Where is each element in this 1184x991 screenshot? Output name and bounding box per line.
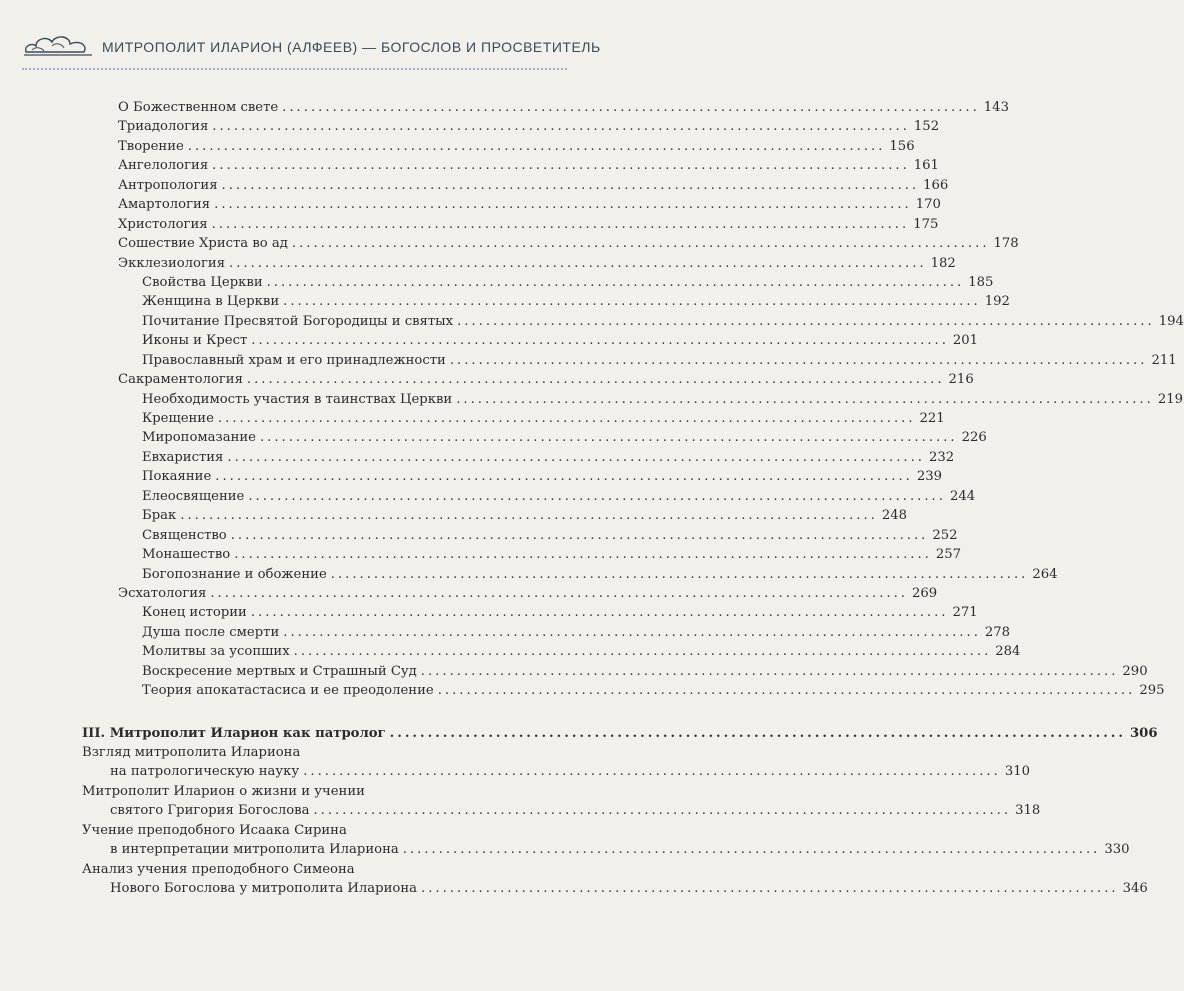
toc-entry-page: 211	[1151, 352, 1177, 368]
dot-leader: .................................................................................................	[227, 449, 925, 465]
toc-entry-title: Сакраментология	[118, 372, 243, 388]
toc-entry-page: 269	[911, 585, 938, 601]
toc-entry-title: Необходимость участия в таинствах Церкви	[142, 391, 453, 407]
toc-entry-title: Экклезиология	[118, 255, 226, 271]
toc-entry-page: 216	[948, 372, 974, 388]
header-divider	[22, 68, 567, 70]
toc-subentry[interactable]	[0, 409, 945, 428]
toc-entry-title: Крещение	[142, 411, 214, 426]
dot-leader: .................................................................................................	[211, 216, 910, 232]
toc-entry-page: 226	[961, 430, 987, 446]
toc-subentry[interactable]	[0, 390, 1183, 409]
toc-entry-page: 257	[935, 547, 962, 563]
toc-entry-page: 152	[913, 119, 940, 135]
toc-entry-title: Анализ учения преподобного Симеона	[82, 861, 355, 877]
toc-entry-title: Брак	[142, 508, 177, 524]
toc-entry-title: Свойства Церкви	[142, 274, 263, 290]
toc-entry[interactable]	[0, 156, 939, 175]
toc-entry-title: Душа после смерти	[142, 624, 280, 640]
dot-leader: .................................................................................................	[293, 644, 992, 660]
toc-entry-title-continued: на патрологическую науку	[110, 764, 300, 780]
toc-entry-title: Сошествие Христа во ад	[118, 236, 288, 252]
toc-entry-page: 318	[1015, 803, 1041, 819]
toc-entry-title: Покаяние	[142, 469, 212, 485]
toc-entry-page: 185	[968, 274, 994, 290]
toc-entry-title: Православный храм и его принадлежности	[142, 352, 446, 368]
toc-entry[interactable]	[0, 254, 956, 273]
toc-entry-line1[interactable]	[0, 821, 600, 840]
dot-leader: .................................................................................................	[421, 881, 1119, 897]
section-spacer	[0, 701, 600, 724]
dot-leader: .................................................................................................	[456, 391, 1154, 407]
toc-entry-page: 156	[889, 138, 915, 154]
toc-entry-title: Иконы и Крест	[142, 333, 248, 349]
dot-leader: .................................................................................................	[389, 725, 1126, 741]
running-title: МИТРОПОЛИТ ИЛАРИОН (АЛФЕЕВ) — БОГОСЛОВ И ПРОСВЕТИТЕЛЬ	[102, 39, 601, 55]
toc-entry-title: Учение преподобного Исаака Сирина	[82, 822, 347, 838]
toc-entry-page: 182	[930, 255, 956, 271]
dot-leader: .................................................................................................	[457, 313, 1155, 329]
toc-entry-title: Конец истории	[142, 605, 247, 621]
toc-entry-title: Антропология	[118, 177, 218, 193]
toc-subentry[interactable]	[0, 506, 908, 525]
toc-entry-page: 271	[952, 605, 978, 621]
toc-entry-title: Богопознание и обожение	[142, 566, 327, 582]
toc-entry[interactable]	[0, 176, 949, 195]
toc-subentry[interactable]	[0, 292, 1010, 311]
toc-entry-title: Христология	[118, 216, 208, 232]
toc-entry-page: 290	[1122, 663, 1148, 679]
toc-subentry[interactable]	[0, 448, 955, 467]
toc-subentry[interactable]	[0, 545, 962, 564]
table-of-contents	[0, 98, 1184, 899]
toc-entry-page: 284	[995, 644, 1021, 660]
toc-entry-page: 170	[915, 197, 941, 213]
toc-entry-page: 306	[1129, 725, 1158, 741]
toc-entry-page: 178	[993, 236, 1019, 252]
toc-subentry[interactable]	[0, 603, 978, 622]
toc-entry-title: Миропомазание	[142, 430, 256, 446]
dot-leader: .................................................................................................	[215, 469, 913, 485]
dot-leader: .................................................................................................	[402, 842, 1101, 858]
toc-subentry[interactable]	[0, 331, 979, 350]
dot-leader: .................................................................................................	[221, 177, 920, 193]
toc-entry[interactable]	[0, 195, 941, 214]
toc-entry[interactable]	[0, 234, 1019, 253]
cloud-swirl-ornament-icon	[22, 32, 94, 58]
toc-entry-title: Женщина в Церкви	[142, 294, 280, 310]
toc-entry-title: Триадология	[118, 119, 209, 135]
toc-part-heading[interactable]	[0, 724, 1158, 743]
dot-leader: .................................................................................................	[246, 372, 945, 388]
toc-subentry[interactable]	[0, 526, 958, 545]
toc-subentry[interactable]	[0, 623, 1011, 642]
toc-entry-line1[interactable]	[0, 860, 600, 879]
dot-leader: .................................................................................................	[217, 411, 916, 426]
dot-leader: .................................................................................................	[187, 138, 886, 154]
toc-entry-title-continued: Нового Богослова у митрополита Илариона	[110, 881, 417, 897]
toc-entry-title: Почитание Пресвятой Богородицы и святых	[142, 313, 454, 329]
toc-subentry[interactable]	[0, 467, 943, 486]
dot-leader: .................................................................................................	[420, 663, 1119, 679]
toc-entry-title: Евхаристия	[142, 449, 224, 465]
toc-entry-title-continued: святого Григория Богослова	[110, 803, 310, 819]
toc-entry-title: Монашество	[142, 547, 231, 563]
toc-entry-title: Амартология	[118, 197, 211, 213]
dot-leader: .................................................................................................	[234, 547, 932, 563]
dot-leader: .................................................................................................	[230, 527, 929, 543]
toc-entry-title: Воскресение мертвых и Страшный Суд	[142, 663, 417, 679]
toc-entry-page: 201	[952, 333, 979, 349]
toc-subentry[interactable]	[0, 273, 994, 292]
toc-entry-title: Молитвы за усопших	[142, 644, 290, 660]
dot-leader: .................................................................................................	[229, 255, 927, 271]
toc-entry-title: О Божественном свете	[118, 100, 279, 115]
toc-entry-line2[interactable]	[0, 879, 1148, 898]
dot-leader: .................................................................................................	[248, 488, 946, 504]
toc-entry-line1[interactable]	[0, 743, 600, 762]
dot-leader: .................................................................................................	[259, 430, 958, 446]
toc-entry-page: 310	[1004, 764, 1030, 780]
dot-leader: .................................................................................................	[283, 294, 981, 310]
toc-entry-page: 232	[929, 449, 955, 465]
dot-leader: .................................................................................................	[437, 683, 1136, 699]
toc-entry-page: 330	[1104, 842, 1130, 858]
toc-entry-title: Ангелология	[118, 158, 209, 174]
running-header	[22, 28, 601, 68]
toc-subentry[interactable]	[0, 351, 1177, 370]
toc-subentry[interactable]	[0, 565, 1058, 584]
dot-leader: .................................................................................................	[291, 236, 990, 252]
dot-leader: .................................................................................................	[214, 197, 912, 213]
toc-entry-title: Творение	[118, 138, 184, 154]
toc-entry-page: 161	[913, 158, 939, 174]
toc-entry-title: Взгляд митрополита Илариона	[82, 745, 301, 760]
toc-subentry[interactable]	[0, 312, 1184, 331]
toc-entry-page: 192	[984, 294, 1010, 310]
toc-entry[interactable]	[0, 117, 940, 136]
dot-leader: .................................................................................................	[282, 100, 980, 115]
toc-entry-page: 252	[932, 527, 958, 543]
toc-entry-page: 166	[923, 177, 949, 193]
toc-entry-line1[interactable]	[0, 782, 600, 801]
toc-entry-page: 278	[984, 624, 1011, 640]
toc-entry-page: 346	[1122, 881, 1148, 897]
toc-entry-title: Эсхатология	[118, 585, 207, 601]
toc-entry-page: 244	[949, 488, 976, 504]
toc-entry-title: Теория апокатастасиса и ее преодоление	[142, 683, 434, 699]
toc-entry[interactable]	[0, 98, 1009, 117]
toc-entry-title: Священство	[142, 527, 227, 543]
toc-entry-title-continued: в интерпретации митрополита Илариона	[110, 842, 399, 858]
dot-leader: .................................................................................................	[212, 119, 910, 135]
dot-leader: .................................................................................................	[313, 803, 1012, 819]
toc-subentry[interactable]	[0, 681, 1165, 700]
toc-entry[interactable]	[0, 370, 974, 389]
toc-subentry[interactable]	[0, 428, 987, 447]
toc-entry-page: 239	[916, 469, 943, 485]
dot-leader: .................................................................................................	[251, 333, 949, 349]
toc-entry-page: 219	[1157, 391, 1183, 407]
toc-entry[interactable]	[0, 137, 915, 156]
dot-leader: .................................................................................................	[330, 566, 1029, 582]
toc-entry-page: 264	[1032, 566, 1058, 582]
toc-entry[interactable]	[0, 215, 939, 234]
dot-leader: .................................................................................................	[250, 605, 949, 621]
toc-entry-page: 295	[1139, 683, 1165, 699]
toc-entry-title: Митрополит Иларион о жизни и учении	[82, 783, 365, 799]
toc-entry-title: Елеосвящение	[142, 488, 245, 504]
toc-entry-page: 143	[983, 100, 1009, 115]
toc-subentry[interactable]	[0, 662, 1148, 681]
toc-entry-page: 175	[913, 216, 939, 232]
toc-entry-page: 248	[881, 508, 908, 524]
dot-leader: .................................................................................................	[266, 274, 965, 290]
toc-entry-line2[interactable]	[0, 801, 1041, 820]
dot-leader: .................................................................................................	[180, 508, 878, 524]
dot-leader: .................................................................................................	[283, 624, 981, 640]
toc-subentry[interactable]	[0, 487, 976, 506]
toc-subentry[interactable]	[0, 642, 1021, 661]
toc-entry-line2[interactable]	[0, 762, 1030, 781]
dot-leader: .................................................................................................	[210, 585, 908, 601]
dot-leader: .................................................................................................	[449, 352, 1148, 368]
dot-leader: .................................................................................................	[212, 158, 910, 174]
toc-entry-line2[interactable]	[0, 840, 1130, 859]
toc-entry-page: 194	[1158, 313, 1184, 329]
toc-entry-page: 221	[919, 411, 945, 426]
toc-part-title: III. Митрополит Иларион как патролог	[82, 725, 386, 741]
dot-leader: .................................................................................................	[303, 764, 1001, 780]
toc-entry[interactable]	[0, 584, 938, 603]
